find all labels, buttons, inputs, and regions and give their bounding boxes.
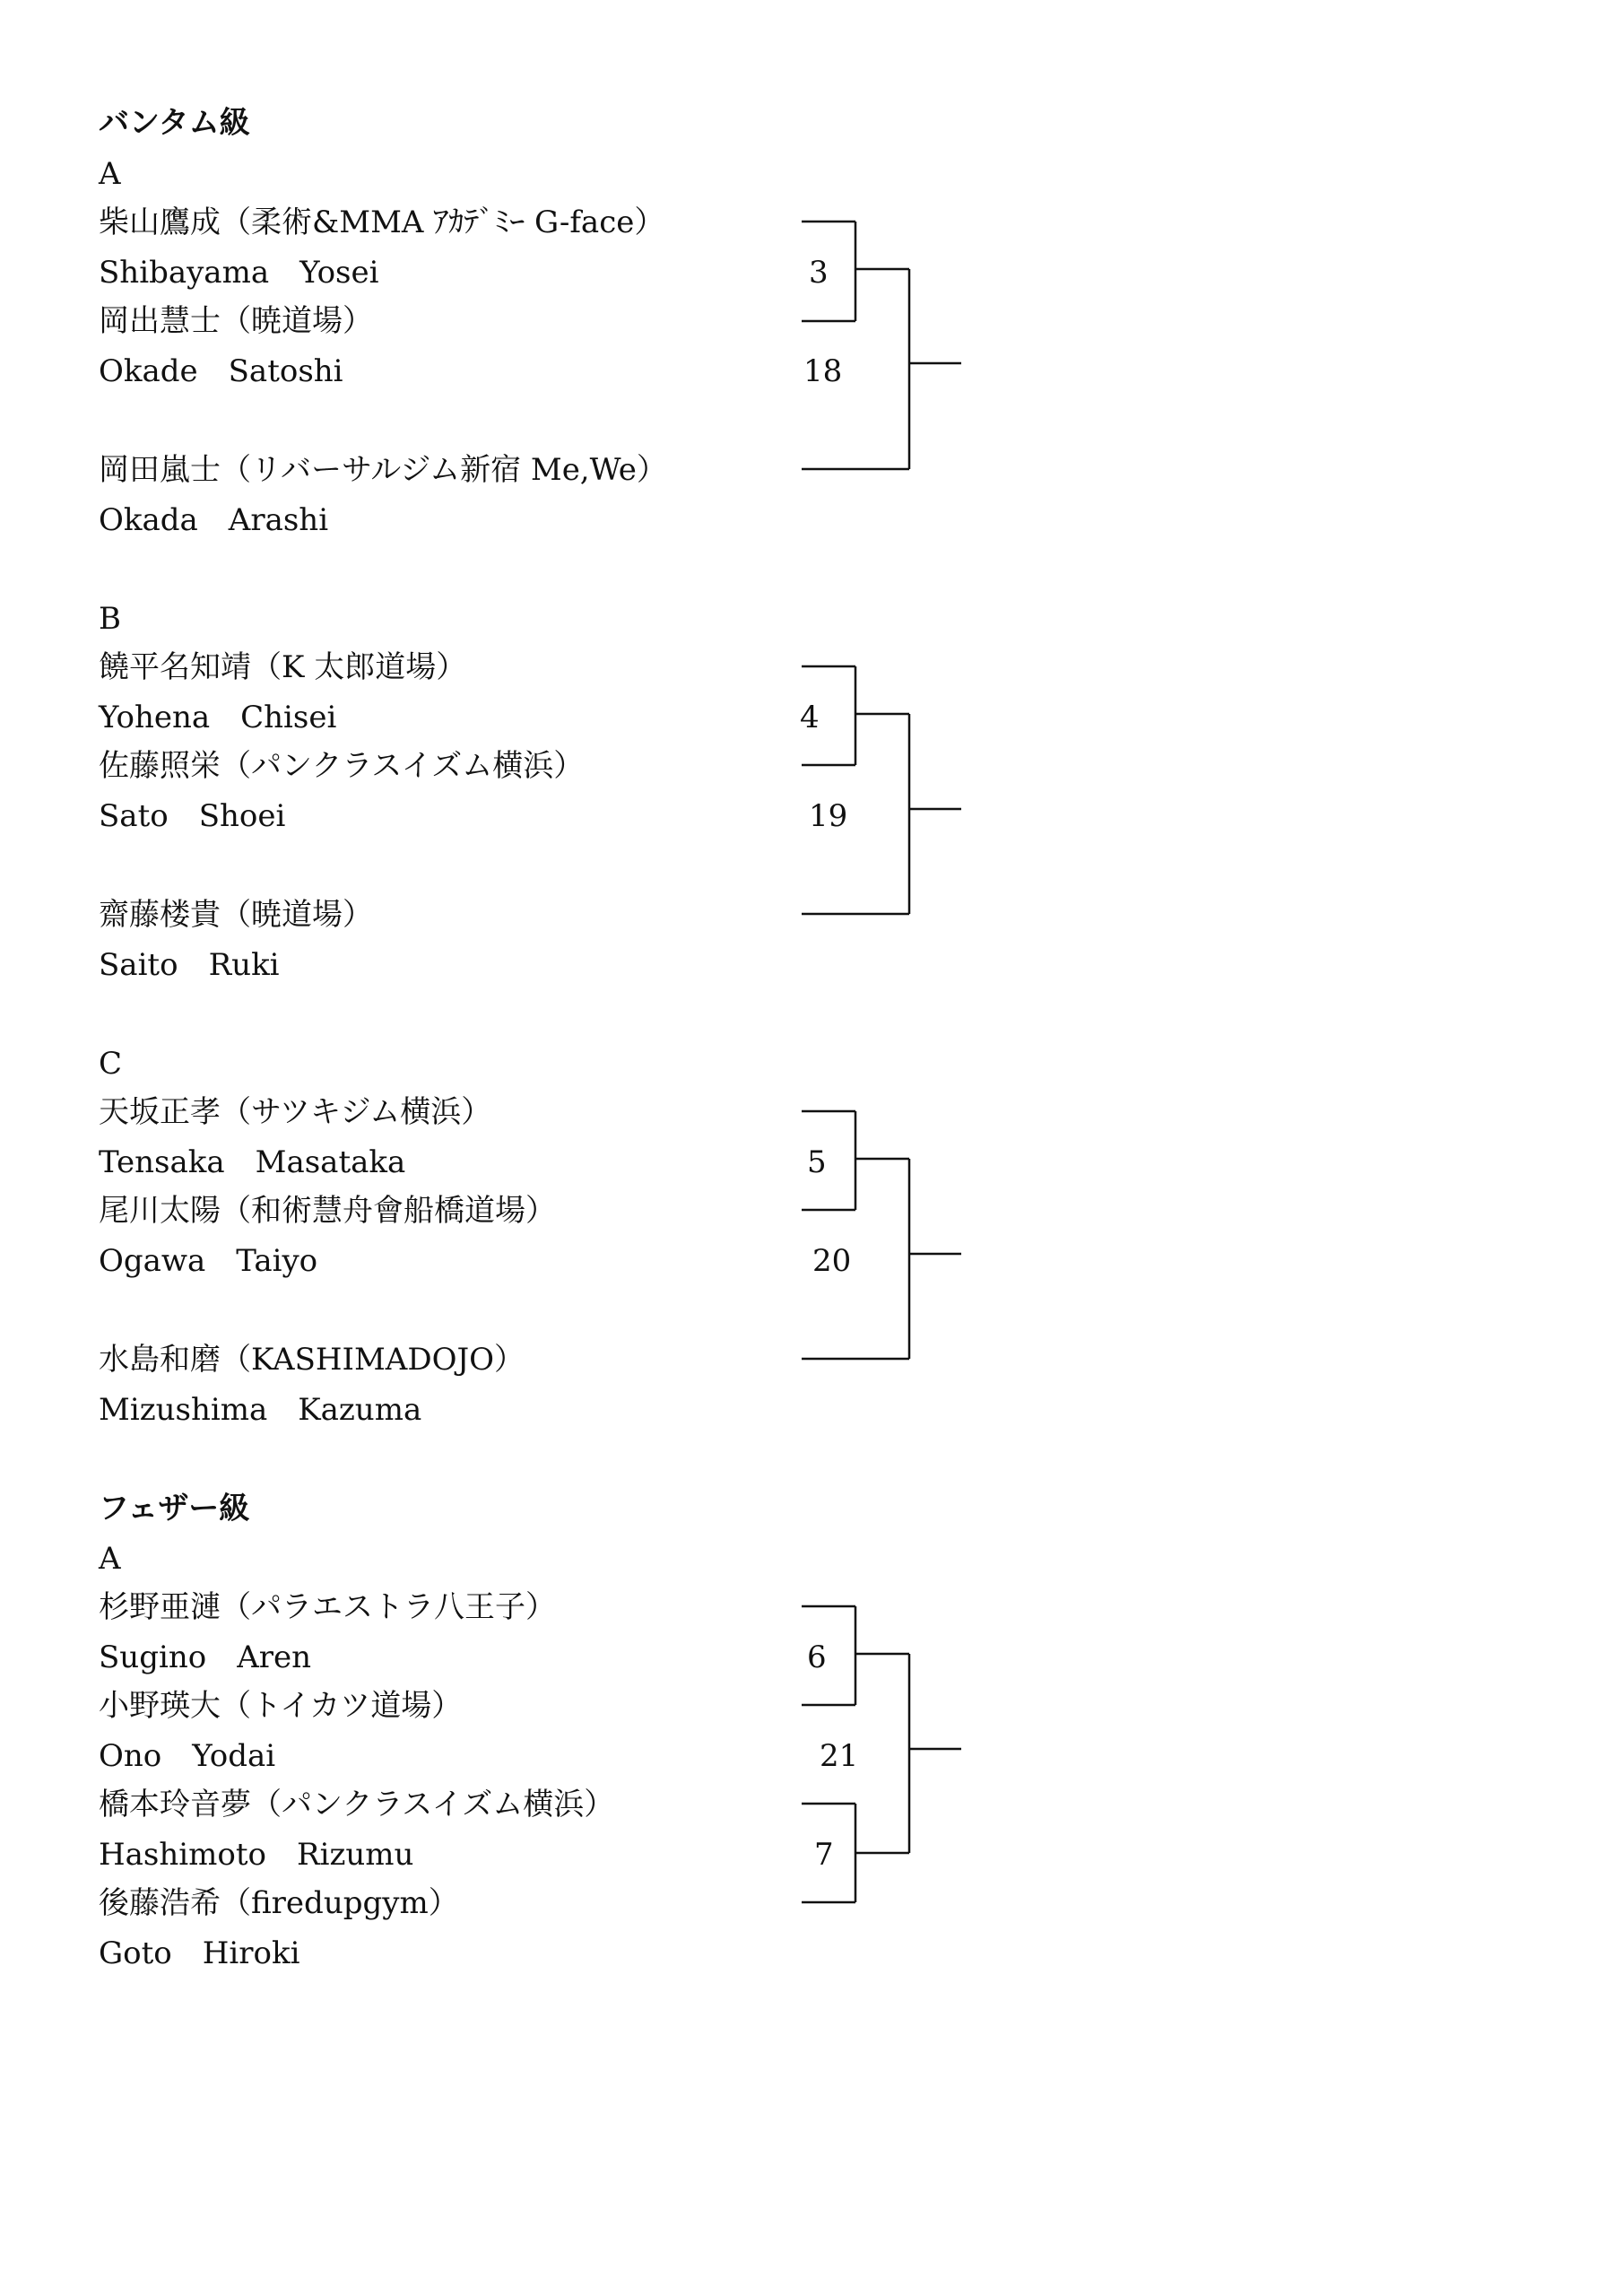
division-title-bantam: バンタム級 bbox=[99, 105, 250, 141]
bracket-feather-a bbox=[802, 1606, 961, 1902]
group-label: A bbox=[99, 156, 121, 192]
bracket-bantam-b bbox=[802, 666, 961, 914]
fighter-name-en: Mizushima Kazuma bbox=[99, 1392, 422, 1428]
fighter-name-jp: 饒平名知靖（K 太郎道場） bbox=[99, 649, 467, 685]
match-number: 20 bbox=[812, 1243, 852, 1279]
fighter-name-en: Okada Arashi bbox=[99, 502, 329, 538]
bracket-bantam-c bbox=[802, 1111, 961, 1359]
fighter-name-en: Shibayama Yosei bbox=[99, 255, 379, 291]
fighter-name-en: Tensaka Masataka bbox=[99, 1144, 406, 1180]
match-number: 3 bbox=[809, 255, 829, 291]
fighter-name-jp: 岡出慧士（暁道場） bbox=[99, 303, 373, 339]
fighter-name-en: Sugino Aren bbox=[99, 1639, 312, 1675]
match-number: 18 bbox=[803, 353, 843, 389]
fighter-name-en: Goto Hiroki bbox=[99, 1935, 300, 1971]
fighter-name-jp: 齋藤楼貴（暁道場） bbox=[99, 897, 373, 933]
fighter-name-jp: 杉野亜漣（パラエストラ八王子） bbox=[99, 1589, 556, 1625]
fighter-name-jp: 尾川太陽（和術慧舟會船橋道場） bbox=[99, 1193, 556, 1229]
fighter-name-en: Sato Shoei bbox=[99, 798, 286, 834]
fighter-name-jp: 後藤浩希（firedupgym） bbox=[99, 1885, 459, 1921]
match-number: 4 bbox=[800, 700, 820, 735]
fighter-name-en: Hashimoto Rizumu bbox=[99, 1837, 414, 1873]
fighter-name-jp: 水島和磨（KASHIMADOJO） bbox=[99, 1342, 525, 1378]
group-label: C bbox=[99, 1046, 123, 1082]
group-label: B bbox=[99, 601, 121, 637]
fighter-name-jp: 岡田嵐士（リバーサルジム新宿 Me,We） bbox=[99, 452, 667, 488]
match-number: 6 bbox=[807, 1639, 827, 1675]
fighter-name-en: Okade Satoshi bbox=[99, 353, 343, 389]
match-number: 7 bbox=[814, 1837, 834, 1873]
fighter-name-jp: 橋本玲音夢（パンクラスイズム横浜） bbox=[99, 1787, 615, 1822]
fighter-name-en: Ono Yodai bbox=[99, 1738, 276, 1774]
division-title-feather: フェザー級 bbox=[99, 1491, 250, 1526]
fighter-name-jp: 佐藤照栄（パンクラスイズム横浜） bbox=[99, 748, 585, 784]
fighter-name-jp: 天坂正孝（サツキジム横浜） bbox=[99, 1094, 492, 1130]
match-number: 21 bbox=[820, 1738, 859, 1774]
match-number: 5 bbox=[807, 1144, 827, 1180]
fighter-name-en: Ogawa Taiyo bbox=[99, 1243, 318, 1279]
fighter-name-en: Yohena Chisei bbox=[99, 700, 337, 735]
group-label: A bbox=[99, 1541, 121, 1577]
fighter-name-jp: 小野瑛大（トイカツ道場） bbox=[99, 1688, 463, 1724]
fighter-name-jp: 柴山鷹成（柔術&MMA ｱｶﾃﾞﾐｰ G-face） bbox=[99, 204, 665, 240]
bracket-bantam-a bbox=[802, 222, 961, 469]
fighter-name-en: Saito Ruki bbox=[99, 947, 280, 983]
match-number: 19 bbox=[809, 798, 848, 834]
